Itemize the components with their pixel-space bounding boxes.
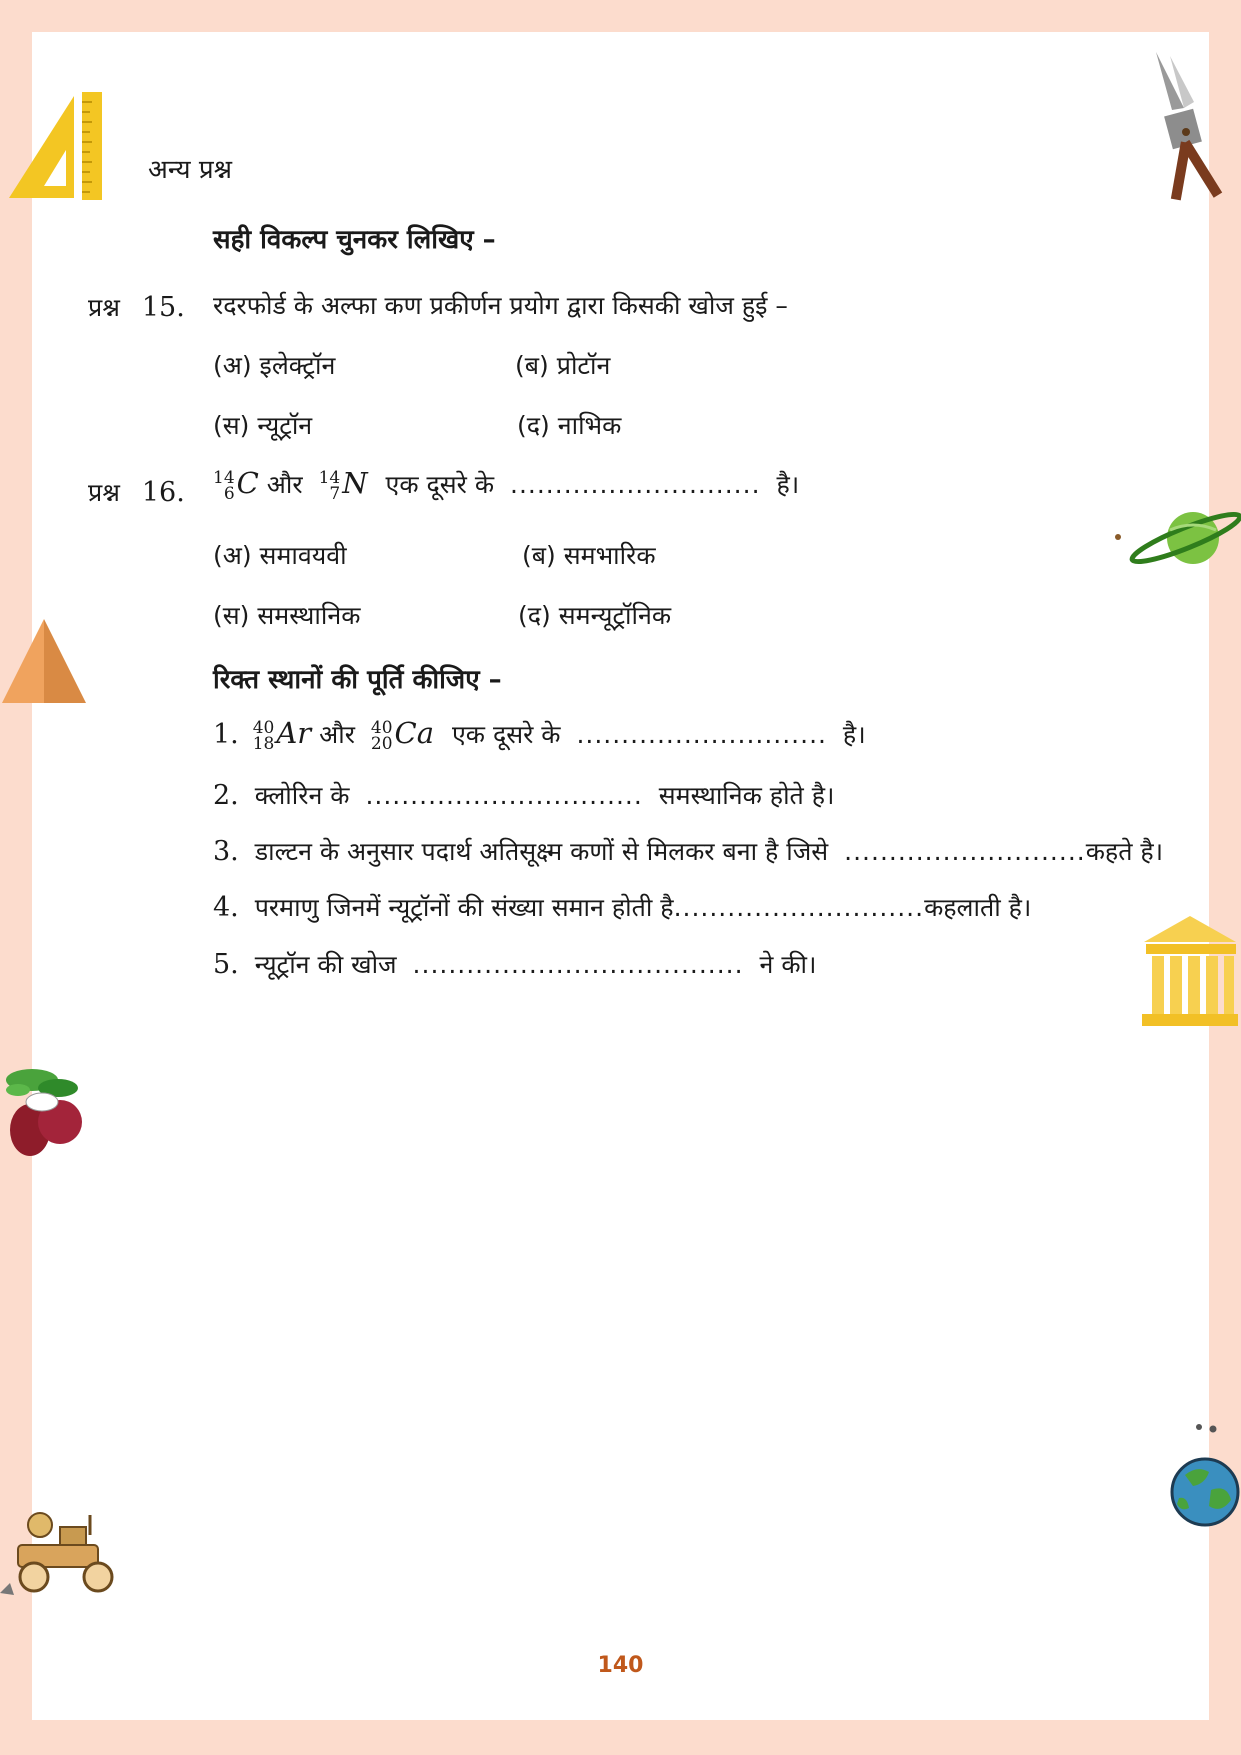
fill-blanks-heading: रिक्त स्थानों की पूर्ति कीजिए – (213, 665, 502, 695)
q15-option-b: (ब) प्रोटॉन (515, 351, 611, 380)
pliers-icon (1150, 50, 1240, 205)
question-16-label (88, 475, 185, 509)
isotope-argon-symbol: Ar (276, 716, 312, 750)
answer-blank: ............................... (365, 781, 643, 810)
q15-option-c: (स) न्यूट्रॉन (213, 411, 313, 440)
isotope-calcium-numbers: 40 20 (370, 717, 393, 754)
answer-blank: ........................... (844, 837, 1086, 866)
answer-blank: ............................ (673, 893, 925, 922)
seed-sprout-icon (0, 1060, 90, 1165)
answer-blank: ..................................... (412, 950, 744, 979)
earth-globe-icon (1165, 1420, 1241, 1530)
answer-blank: ............................ (510, 470, 761, 499)
isotope-carbon-numbers: 14 6 (213, 467, 235, 504)
question-number: 15. (141, 292, 185, 323)
mcq-heading: सही विकल्प चुनकर लिखिए – (213, 225, 496, 255)
q16-option-b: (ब) समभारिक (522, 541, 656, 570)
q16-option-a: (अ) समावयवी (213, 541, 347, 570)
fill-item-2: 2. क्लोरिन के ............................... समस्थानिक होते है। (213, 780, 835, 811)
page-number: 140 (597, 1653, 644, 1678)
isotope-argon-numbers: 40 18 (252, 717, 275, 754)
cart-machine-icon (0, 1505, 125, 1605)
q16-option-c: (स) समस्थानिक (213, 601, 361, 630)
fill-item-1: 1. 40 18 Ar और 40 20 Ca एक दूसरे के ............................ है। (213, 716, 866, 754)
question-label: प्रश्न (88, 293, 120, 322)
fill-item-4: 4. परमाणु जिनमें न्यूट्रॉनों की संख्या समान होती है............................कहलाती है। (213, 892, 1032, 923)
question-number: 16. (141, 477, 185, 508)
page-sheet (32, 32, 1209, 1720)
fill-item-5: 5. न्यूट्रॉन की खोज ..................................... ने की। (213, 949, 817, 980)
isotope-calcium-symbol: Ca (394, 716, 435, 750)
answer-blank: ............................ (576, 720, 827, 749)
saturn-planet-icon (1108, 500, 1241, 575)
section-title: अन्य प्रश्न (148, 155, 233, 185)
question-15-text: रदरफोर्ड के अल्फा कण प्रकीर्णन प्रयोग द्वारा किसकी खोज हुई – (213, 291, 788, 320)
fill-item-3: 3. डाल्टन के अनुसार पदार्थ अतिसूक्ष्म कणों से मिलकर बना है जिसे ...........................कहते है। (213, 836, 1164, 867)
q15-option-d: (द) नाभिक (517, 411, 622, 440)
set-square-ruler-icon (4, 88, 104, 203)
question-16-text: 14 6 C और 14 7 N एक दूसरे के ............................ है। (213, 466, 800, 504)
isotope-nitrogen-symbol: N (342, 466, 368, 500)
pyramid-icon (0, 615, 88, 705)
q15-option-a: (अ) इलेक्ट्रॉन (213, 351, 336, 380)
isotope-carbon-symbol: C (236, 466, 259, 500)
question-15-label (88, 290, 185, 324)
temple-icon (1140, 912, 1241, 1028)
question-label: प्रश्न (88, 478, 120, 507)
isotope-nitrogen-numbers: 14 7 (318, 467, 341, 504)
conjunction-and: और (266, 470, 303, 499)
q16-option-d: (द) समन्यूट्रॉनिक (518, 601, 672, 630)
